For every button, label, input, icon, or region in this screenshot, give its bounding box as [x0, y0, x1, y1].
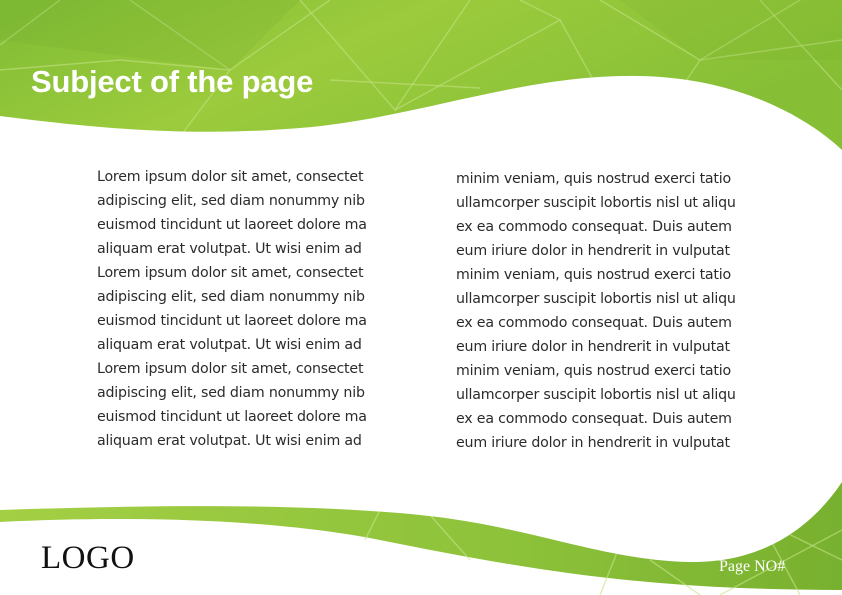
right-text-column — [456, 167, 786, 455]
text-line: Lorem ipsum dolor sit amet, consectet — [97, 169, 364, 185]
text-line: Lorem ipsum dolor sit amet, consectet — [97, 361, 364, 377]
text-line: eum iriure dolor in hendrerit in vulputat — [456, 243, 730, 259]
paragraph — [97, 261, 427, 357]
text-line: minim veniam, quis nostrud exerci tatio — [456, 267, 732, 283]
text-line: adipiscing elit, sed diam nonummy nib — [97, 385, 365, 401]
logo: LOGO — [41, 540, 135, 576]
text-line: euismod tincidunt ut laoreet dolore ma — [97, 217, 367, 233]
paragraph — [97, 357, 427, 453]
page-number: Page NO# — [719, 558, 786, 575]
text-line: ex ea commodo consequat. Duis autem — [456, 411, 732, 427]
text-line: euismod tincidunt ut laoreet dolore ma — [97, 313, 367, 329]
text-line: ex ea commodo consequat. Duis autem — [456, 219, 732, 235]
text-line: minim veniam, quis nostrud exerci tatio — [456, 171, 732, 187]
text-line: eum iriure dolor in hendrerit in vulputat — [456, 339, 730, 355]
left-text-column — [97, 165, 427, 453]
text-line: aliquam erat volutpat. Ut wisi enim ad — [97, 337, 362, 353]
text-line: ex ea commodo consequat. Duis autem — [456, 315, 732, 331]
paragraph — [456, 167, 786, 263]
text-line: euismod tincidunt ut laoreet dolore ma — [97, 409, 367, 425]
text-line: aliquam erat volutpat. Ut wisi enim ad — [97, 241, 362, 257]
text-line: minim veniam, quis nostrud exerci tatio — [456, 363, 732, 379]
paragraph — [97, 165, 427, 261]
paragraph — [456, 263, 786, 359]
footer-banner — [0, 482, 842, 595]
text-line: eum iriure dolor in hendrerit in vulputat — [456, 435, 730, 451]
page-title: Subject of the page — [31, 64, 314, 99]
text-line: Lorem ipsum dolor sit amet, consectet — [97, 265, 364, 281]
text-line: ullamcorper suscipit lobortis nisl ut aliqu — [456, 387, 736, 403]
text-line: aliquam erat volutpat. Ut wisi enim ad — [97, 433, 362, 449]
text-line: adipiscing elit, sed diam nonummy nib — [97, 289, 365, 305]
text-line: ullamcorper suscipit lobortis nisl ut aliqu — [456, 195, 736, 211]
paragraph — [456, 359, 786, 455]
text-line: ullamcorper suscipit lobortis nisl ut aliqu — [456, 291, 736, 307]
text-line: adipiscing elit, sed diam nonummy nib — [97, 193, 365, 209]
